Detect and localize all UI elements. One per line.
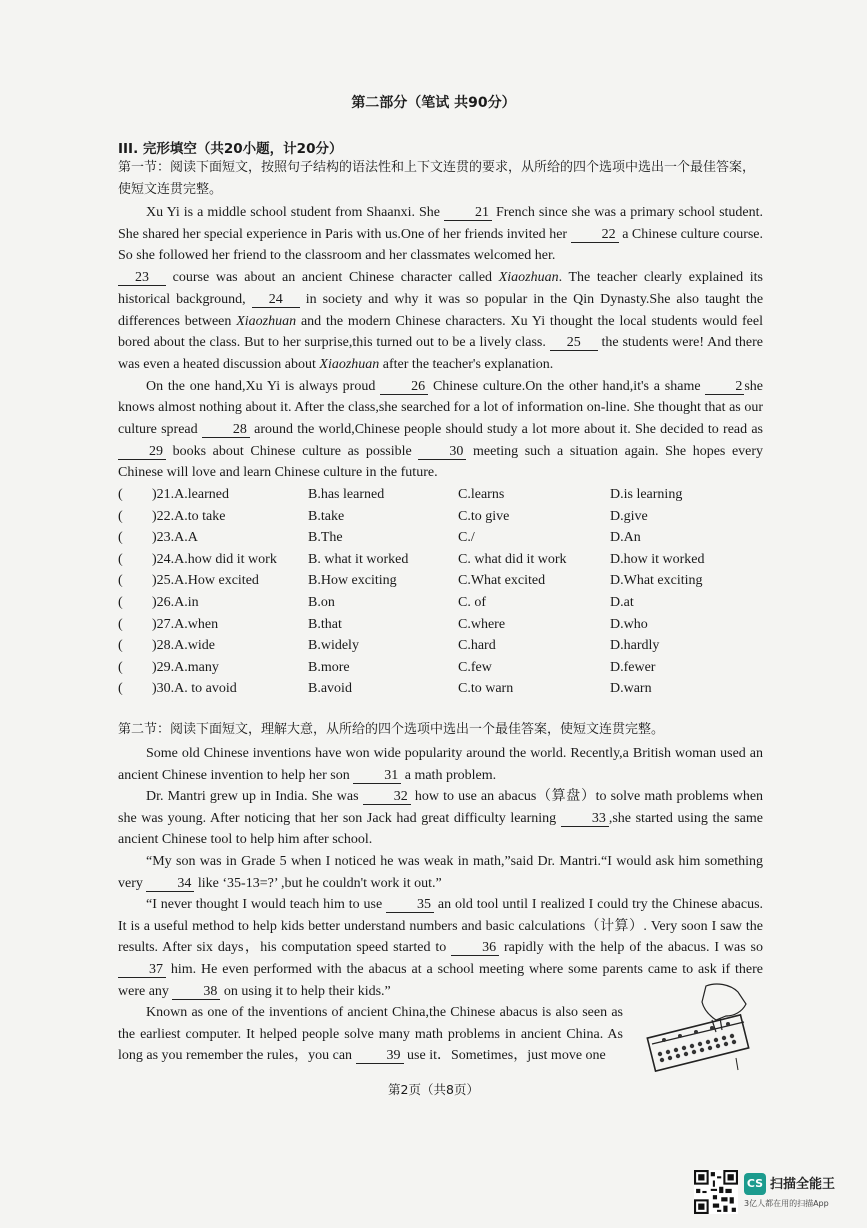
option-c: C. what did it work	[458, 551, 567, 567]
option-c: C.few	[458, 659, 492, 675]
answer-paren[interactable]: (	[118, 616, 123, 632]
options-row-25	[118, 573, 768, 595]
cloze-passage-1	[118, 202, 763, 484]
option-b: B.How exciting	[308, 573, 397, 589]
blank-26[interactable]: 26	[380, 379, 428, 395]
blank-27[interactable]: 2	[705, 379, 744, 395]
option-b: B.widely	[308, 638, 359, 654]
option-a: )28.A.wide	[152, 638, 215, 654]
option-d: D.An	[610, 530, 641, 546]
option-c: C.learns	[458, 487, 505, 502]
paragraph-1: Xu Yi is a middle school student from Shaanxi. She 21 French since she was a primary school student. She shared her special experience in Paris with us.One of her friends invited her 22 a Chinese culture course. So she followed her friend to the classroom and her classmates welcomed her.	[118, 205, 764, 264]
answer-paren[interactable]: (	[118, 681, 123, 697]
blank-33[interactable]: 33	[561, 811, 609, 827]
paragraph-q1: Some old Chinese inventions have won wide popularity around the world. Recently,a British woman used an ancient Chinese invention to help her son 31 a math problem.	[118, 746, 763, 783]
scanner-tagline: 3亿人都在用的扫描App	[744, 1199, 829, 1208]
instruction-part1: 第一节：阅读下面短文，按照句子结构的语法性和上下文连贯的要求，从所给的四个选项中选出一个最佳答案，使短文连贯完整。	[118, 160, 756, 197]
options-row-29	[118, 660, 768, 682]
option-a: )22.A.to take	[152, 508, 226, 524]
option-d: D.What exciting	[610, 573, 703, 589]
option-c: C.to warn	[458, 681, 514, 697]
paragraph-q3: “My son was in Grade 5 when I noticed he was weak in math,”said Dr. Mantri.“I would ask him something very 34 like ‘35-13=?’ ,but he couldn't work it out.”	[118, 853, 763, 891]
blank-23[interactable]: 23	[118, 270, 166, 286]
blank-21[interactable]: 21	[444, 205, 492, 221]
option-d: D.hardly	[610, 638, 660, 654]
option-c: C. of	[458, 594, 486, 610]
option-c: C.to give	[458, 508, 510, 524]
answer-paren[interactable]: (	[118, 551, 123, 567]
answer-paren[interactable]: (	[118, 594, 123, 610]
answer-paren[interactable]: (	[118, 487, 123, 502]
blank-36[interactable]: 36	[451, 940, 499, 956]
blank-31[interactable]: 31	[353, 768, 401, 784]
scanner-logo-icon: CS	[744, 1173, 766, 1195]
blank-30[interactable]: 30	[418, 444, 466, 460]
paragraph-3: On the one hand,Xu Yi is always proud 26 Chinese culture.On the other hand,it's a shame 2 she knows almost nothing about it. After the class,she searched for a lot of information on-line. She thought that as our culture spread 28 around the world,Chinese people should study a lot more about it. She decided to read as 29 books about Chinese culture as possible 30 meeting such a situation again. She hopes every Chinese will love and learn Chinese culture in the future.	[118, 378, 764, 481]
section-heading: III. 完形填空（共20小题，计20分）	[118, 141, 343, 157]
options-row-24	[118, 552, 768, 574]
page-number: 第2页（共8页）	[388, 1082, 479, 1097]
option-a: )23.A.A	[152, 530, 198, 546]
blank-34[interactable]: 34	[146, 876, 194, 892]
options-list	[118, 487, 768, 703]
option-d: D.warn	[610, 681, 652, 697]
option-b: B. what it worked	[308, 551, 409, 567]
answer-paren[interactable]: (	[118, 530, 123, 546]
answer-paren[interactable]: (	[118, 508, 123, 524]
options-row-30	[118, 681, 768, 703]
paragraph-q4: “I never thought I would teach him to use 35 an old tool until I realized I could try the Chinese abacus. It is a useful method to help kids better understand numbers and basic calculations（计算）. Very soon I saw the results. After six days，his computation speed started to 36 rapidly with the help of the abacus. I was so 37 him. He even performed with the abacus at a school meeting where some parents came to ask if there were any 38 on using it to help their kids.”	[118, 897, 764, 999]
answer-paren[interactable]: (	[118, 638, 123, 654]
blank-24[interactable]: 24	[252, 292, 300, 308]
blank-28[interactable]: 28	[202, 422, 250, 438]
options-row-22	[118, 509, 768, 531]
paragraph-2: 23 course was about an ancient Chinese character called Xiaozhuan. The teacher clearly explained its historical background, 24 in society and why it was so popular in the Qin Dynasty.She also taught the differences between Xiaozhuan and the modern Chinese characters. Xu Yi thought the local students would feel bored about the class. But to her surprise,this turned out to be a lively class. 25 the students were! And there was even a heated discussion about Xiaozhuan after the teacher's explanation.	[118, 270, 764, 372]
option-a: )26.A.in	[152, 594, 199, 610]
options-row-27	[118, 617, 768, 639]
answer-paren[interactable]: (	[118, 659, 123, 675]
option-b: B.has learned	[308, 487, 385, 502]
option-b: B.avoid	[308, 681, 352, 697]
option-b: B.The	[308, 530, 343, 546]
option-d: D.fewer	[610, 659, 656, 675]
option-a: )24.A.how did it work	[152, 551, 277, 567]
option-c: C./	[458, 530, 475, 546]
blank-35[interactable]: 35	[386, 897, 434, 913]
option-b: B.that	[308, 616, 342, 632]
option-d: D.is learning	[610, 487, 683, 502]
option-a: )25.A.How excited	[152, 573, 259, 589]
scanner-brand: 扫描全能王	[770, 1177, 836, 1192]
qr-code-icon	[694, 1170, 738, 1214]
page-title: 第二部分（笔试 共90分）	[351, 95, 516, 111]
abacus-hand-illustration	[646, 982, 756, 1072]
option-d: D.give	[610, 508, 648, 524]
option-d: D.who	[610, 616, 648, 632]
option-c: C.What excited	[458, 573, 546, 589]
option-d: D.how it worked	[610, 551, 705, 567]
option-d: D.at	[610, 594, 634, 610]
instruction-part2: 第二节：阅读下面短文，理解大意，从所给的四个选项中选出一个最佳答案，使短文连贯完整。	[118, 722, 665, 737]
blank-32[interactable]: 32	[363, 789, 411, 805]
option-a: )21.A.learned	[152, 487, 229, 502]
option-a: )29.A.many	[152, 659, 219, 675]
blank-29[interactable]: 29	[118, 444, 166, 460]
options-row-26	[118, 595, 768, 617]
option-a: )30.A. to avoid	[152, 681, 237, 697]
blank-38[interactable]: 38	[172, 984, 220, 1000]
option-b: B.on	[308, 594, 335, 610]
answer-paren[interactable]: (	[118, 573, 123, 589]
option-b: B.take	[308, 508, 345, 524]
blank-25[interactable]: 25	[550, 335, 598, 351]
options-row-28	[118, 638, 768, 660]
blank-39[interactable]: 39	[356, 1048, 404, 1064]
option-a: )27.A.when	[152, 616, 219, 632]
blank-22[interactable]: 22	[571, 227, 619, 243]
options-row-21	[118, 487, 768, 509]
option-c: C.where	[458, 616, 506, 632]
blank-37[interactable]: 37	[118, 962, 166, 978]
option-b: B.more	[308, 659, 350, 675]
option-c: C.hard	[458, 638, 496, 654]
paragraph-q2: Dr. Mantri grew up in India. She was 32 how to use an abacus（算盘）to solve math problems when she was young. After noticing that her son Jack had great difficulty learning 33 ,she started using the same ancient Chinese tool to help him after school.	[118, 789, 764, 848]
paragraph-q5: Known as one of the inventions of ancient China,the Chinese abacus is also seen as the earliest computer. It helped people solve many math problems in ancient China. As long as you remember the rules，you can 39 use it．Sometimes，just move one	[118, 1005, 623, 1064]
options-row-23	[118, 530, 768, 552]
